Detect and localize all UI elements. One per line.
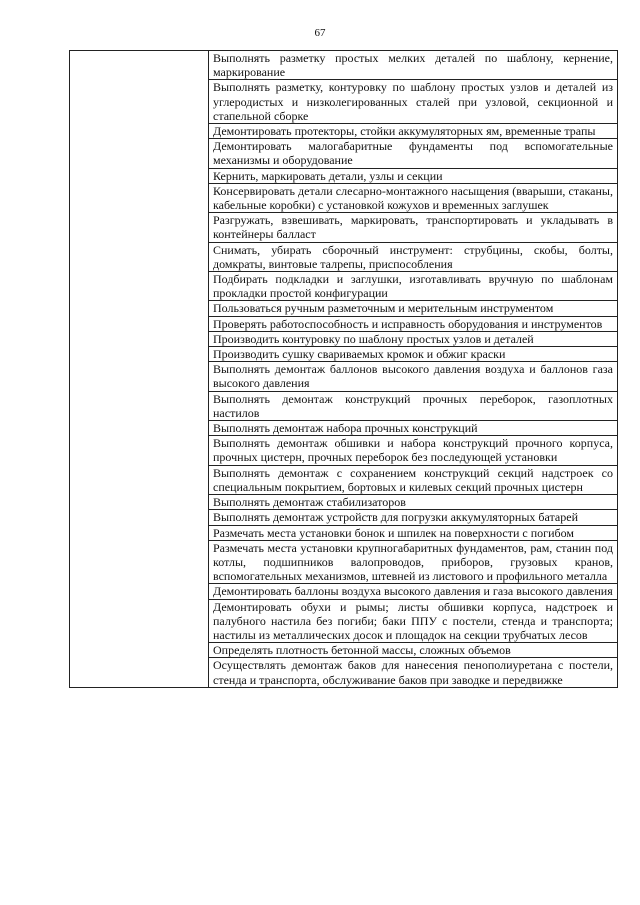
task-cell: Демонтировать баллоны воздуха высокого давления и газа высокого давления	[209, 584, 618, 599]
task-cell: Проверять работоспособность и исправность оборудования и инструментов	[209, 316, 618, 331]
task-cell: Выполнять разметку простых мелких деталей по шаблону, кернение, маркирование	[209, 51, 618, 80]
task-cell: Разгружать, взвешивать, маркировать, транспортировать и укладывать в контейнеры балласт	[209, 213, 618, 242]
task-cell: Выполнять демонтаж баллонов высокого давления воздуха и баллонов газа высокого давления	[209, 362, 618, 391]
task-cell: Выполнять демонтаж устройств для погрузки аккумуляторных батарей	[209, 510, 618, 525]
task-cell: Консервировать детали слесарно-монтажного насыщения (вварыши, стаканы, кабельные коробки) с установкой кожухов и временных заглушек	[209, 183, 618, 212]
task-cell: Выполнять демонтаж стабилизаторов	[209, 495, 618, 510]
task-cell: Выполнять демонтаж с сохранением конструкций секций надстроек со специальным покрытием, бортовых и килевых секций прочных цистерн	[209, 465, 618, 494]
task-cell: Подбирать подкладки и заглушки, изготавливать вручную по шаблонам прокладки простой конфигурации	[209, 272, 618, 301]
task-cell: Демонтировать протекторы, стойки аккумуляторных ям, временные трапы	[209, 124, 618, 139]
task-cell: Выполнять демонтаж обшивки и набора конструкций прочного корпуса, прочных цистерн, прочных переборок без последующей установки	[209, 436, 618, 465]
job-duties-table	[69, 50, 618, 688]
task-cell: Пользоваться ручным разметочным и мерительным инструментом	[209, 301, 618, 316]
task-cell: Кернить, маркировать детали, узлы и секции	[209, 168, 618, 183]
task-cell: Демонтировать малогабаритные фундаменты под вспомогательные механизмы и оборудование	[209, 139, 618, 168]
task-cell: Демонтировать обухи и рымы; листы обшивки корпуса, надстроек и палубного настила без погиби; баки ППУ с постели, стенда и транспорта; настилы из металлических досок и площадок на секции трубчатых лесов	[209, 599, 618, 643]
task-cell: Производить сушку свариваемых кромок и обжиг краски	[209, 347, 618, 362]
task-cell: Снимать, убирать сборочный инструмент: струбцины, скобы, болты, домкраты, винтовые талрепы, приспособления	[209, 242, 618, 271]
task-cell: Размечать места установки бонок и шпилек на поверхности с погибом	[209, 525, 618, 540]
task-cell: Размечать места установки крупногабаритных фундаментов, рам, станин под котлы, подшипников валопроводов, приборов, грузовых кранов, вспомогательных механизмов, штевней из листового и профильного металла	[209, 540, 618, 584]
task-cell: Выполнять демонтаж конструкций прочных переборок, газоплотных настилов	[209, 391, 618, 420]
task-cell: Выполнять разметку, контуровку по шаблону простых узлов и деталей из углеродистых и низколегированных сталей при узловой, секционной и стапельной сборке	[209, 80, 618, 124]
task-cell: Осуществлять демонтаж баков для нанесения пенополиуретана с постели, стенда и транспорта, обслуживание баков при заводке и передвижке	[209, 658, 618, 687]
job-duties-rows	[70, 51, 618, 688]
page-number: 67	[314, 27, 326, 39]
task-cell: Выполнять демонтаж набора прочных конструкций	[209, 421, 618, 436]
task-cell: Производить контуровку по шаблону простых узлов и деталей	[209, 331, 618, 346]
empty-left-cell	[70, 51, 209, 688]
task-cell: Определять плотность бетонной массы, сложных объемов	[209, 643, 618, 658]
table-row	[70, 51, 618, 80]
